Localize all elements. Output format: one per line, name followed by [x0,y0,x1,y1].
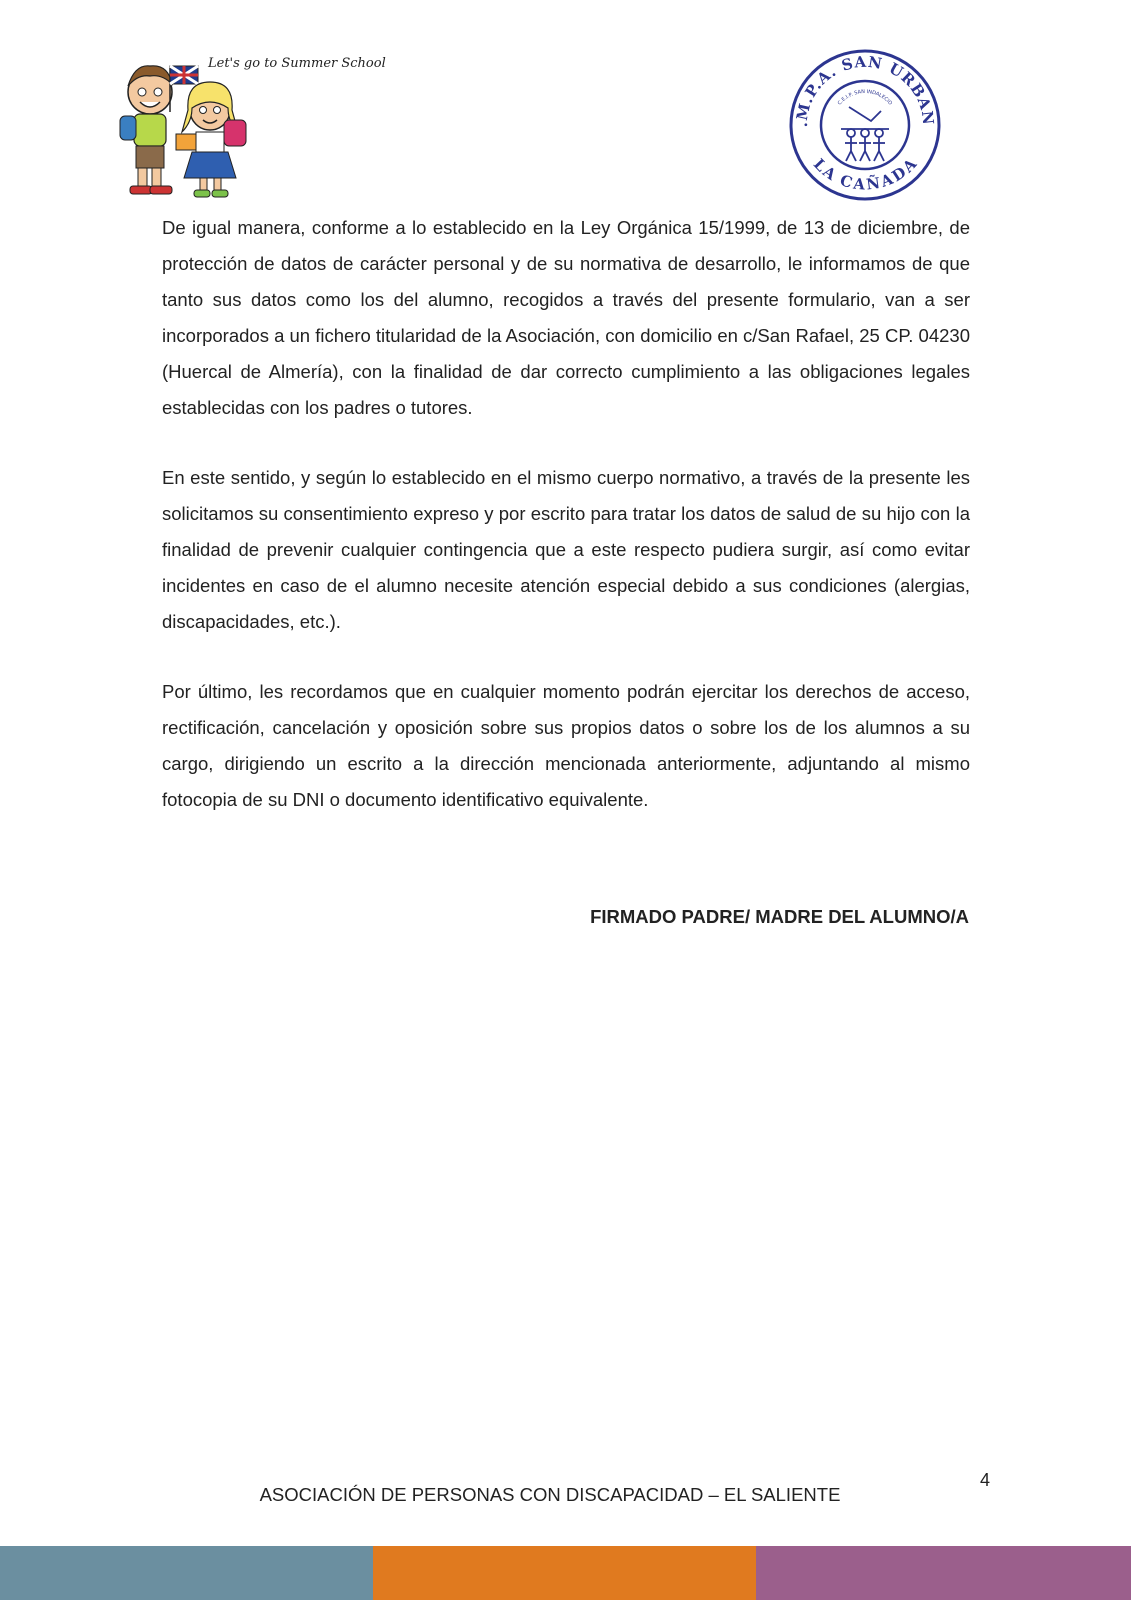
logo-top-text: .M.P.A. SAN URBAN [792,52,938,128]
band-orange [373,1546,756,1600]
svg-text:C.E.I.P. SAN INDALECIO [837,89,893,107]
band-purple [756,1546,1131,1600]
kids-illustration-icon [110,52,390,200]
paragraph-rights: Por último, les recordamos que en cualquier momento podrán ejercitar los derechos de acceso, rectificación, cancelación y oposición sobre sus propios datos o sobre los de los alumnos a su cargo, dirigiendo un escrito a la dirección mencionada anteriormente, adjuntando al mismo fotocopia de su DNI o documento identificativo equivalente. [162,681,970,810]
document-body [162,210,970,852]
band-blue [0,1546,373,1600]
paragraph-data-protection: De igual manera, conforme a lo establecido en la Ley Orgánica 15/1999, de 13 de diciembre, de protección de datos de carácter personal y de su normativa de desarrollo, le informamos de que tanto sus datos como los del alumno, recogidos a través del presente formulario, van a ser incorporados a un fichero titularidad de la Asociación, con domicilio en c/San Rafael, 25 CP. 04230 (Huercal de Almería), con la finalidad de dar correcto cumplimiento a las obligaciones legales establecidas con los padres o tutores. [162,217,970,418]
ampa-seal-icon [785,45,945,205]
page-number: 4 [980,1470,991,1490]
summer-school-illustration [110,52,390,200]
footer-text: ASOCIACIÓN DE PERSONAS CON DISCAPACIDAD – EL SALIENTE [259,1484,841,1505]
logo-inner-text: C.E.I.P. SAN INDALECIO [836,88,894,107]
footer-color-bands [0,1546,1131,1600]
logo-bottom-text: LA CAÑADA [809,155,921,194]
ampa-logo [785,45,945,205]
signature-label: FIRMADO PADRE/ MADRE DEL ALUMNO/A [590,906,969,927]
slogan: Let's go to Summer School [208,56,386,71]
paragraph-consent: En este sentido, y según lo establecido en el mismo cuerpo normativo, a través de la presente les solicitamos su consentimiento expreso y por escrito para tratar los datos de salud de su hijo con la finalidad de prevenir cualquier contingencia que a este respecto pudiera surgir, así como evitar incidentes en caso de el alumno necesite atención especial debido a sus condiciones (alergias, discapacidades, etc.). [162,467,970,632]
